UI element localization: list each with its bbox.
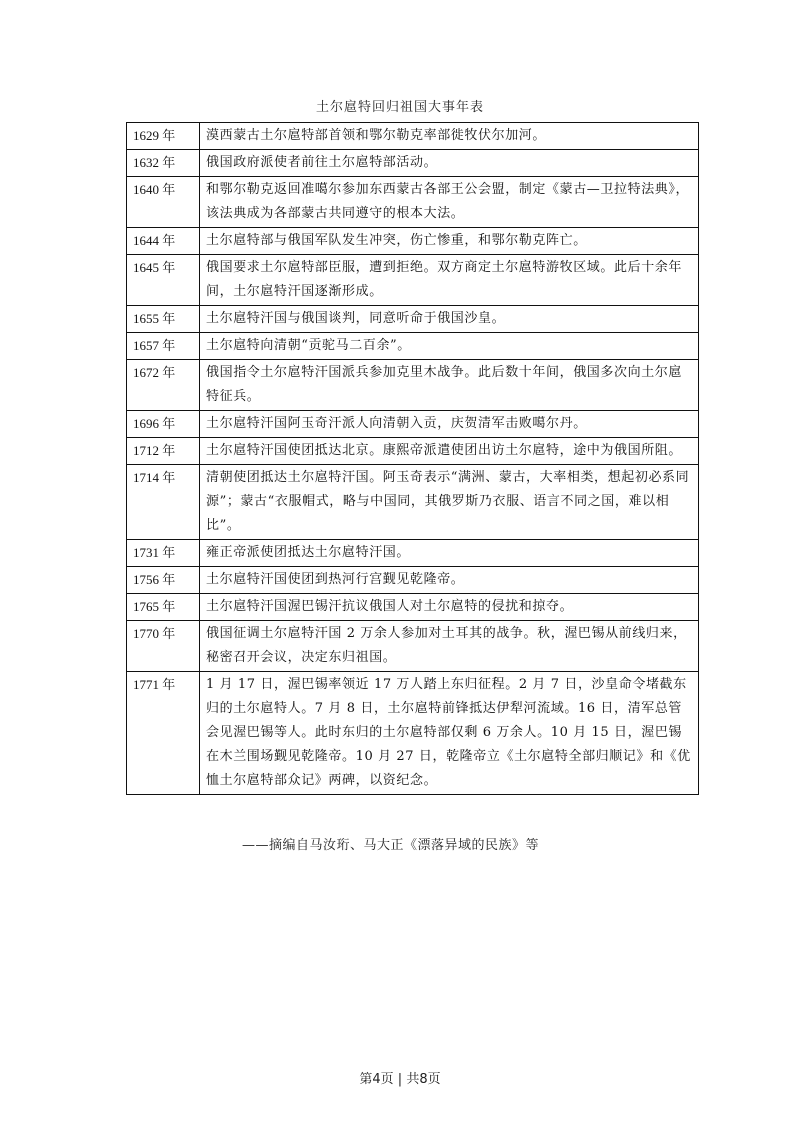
table-row (127, 411, 699, 438)
event-year: 1657 年 (127, 333, 200, 360)
event-year: 1645 年 (127, 255, 200, 306)
event-description: 土尔扈特部与俄国军队发生冲突，伤亡惨重，和鄂尔勒克阵亡。 (200, 228, 699, 255)
table-row (127, 177, 699, 228)
event-description: 俄国要求土尔扈特部臣服，遭到拒绝。双方商定土尔扈特游牧区域。此后十余年间，土尔扈特汗国逐渐形成。 (200, 255, 699, 306)
event-description: 土尔扈特汗国阿玉奇汗派人向清朝入贡，庆贺清军击败噶尔丹。 (200, 411, 699, 438)
event-year: 1672 年 (127, 360, 200, 411)
table-row (127, 360, 699, 411)
chronology-table (126, 122, 699, 795)
event-description: 清朝使团抵达土尔扈特汗国。阿玉奇表示“满洲、蒙古，大率相类，想起初必系同源”；蒙古“衣服帽式，略与中国同，其俄罗斯乃衣服、语言不同之国，难以相比”。 (200, 465, 699, 540)
table-row (127, 255, 699, 306)
event-description: 1 月 17 日，渥巴锡率领近 17 万人踏上东归征程。2 月 7 日，沙皇命令堵截东归的土尔扈特人。7 月 8 日，土尔扈特前锋抵达伊犁河流域。16 日，清军总管会见渥巴锡等人。此时东归的土尔扈特部仅剩 6 万余人。10 月 15 日，渥巴锡在木兰围场觐见乾隆帝。10 月 27 日，乾隆帝立《土尔扈特全部归顺记》和《优恤土尔扈特部众记》两碑，以资纪念。 (200, 672, 699, 795)
event-year: 1632 年 (127, 150, 200, 177)
event-description: 漠西蒙古土尔扈特部首领和鄂尔勒克率部徙牧伏尔加河。 (200, 123, 699, 150)
event-description: 土尔扈特汗国渥巴锡汗抗议俄国人对土尔扈特的侵扰和掠夺。 (200, 594, 699, 621)
table-row (127, 465, 699, 540)
table-row (127, 438, 699, 465)
event-year: 1644 年 (127, 228, 200, 255)
event-description: 俄国政府派使者前往土尔扈特部活动。 (200, 150, 699, 177)
event-year: 1629 年 (127, 123, 200, 150)
event-year: 1640 年 (127, 177, 200, 228)
event-year: 1771 年 (127, 672, 200, 795)
event-description: 土尔扈特汗国与俄国谈判，同意听命于俄国沙皇。 (200, 306, 699, 333)
table-row (127, 567, 699, 594)
table-row (127, 228, 699, 255)
event-description: 俄国指令土尔扈特汗国派兵参加克里木战争。此后数十年间，俄国多次向土尔扈特征兵。 (200, 360, 699, 411)
event-year: 1714 年 (127, 465, 200, 540)
event-year: 1770 年 (127, 621, 200, 672)
event-year: 1696 年 (127, 411, 200, 438)
event-description: 和鄂尔勒克返回准噶尔参加东西蒙古各部王公会盟，制定《蒙古—卫拉特法典》，该法典成为各部蒙古共同遵守的根本大法。 (200, 177, 699, 228)
table-row (127, 306, 699, 333)
event-description: 雍正帝派使团抵达土尔扈特汗国。 (200, 540, 699, 567)
table-title: 土尔扈特回归祖国大事年表 (315, 100, 484, 115)
table-row (127, 621, 699, 672)
table-row (127, 123, 699, 150)
table-row (127, 540, 699, 567)
event-description: 土尔扈特向清朝“贡驼马二百余”。 (200, 333, 699, 360)
table-row (127, 594, 699, 621)
event-year: 1765 年 (127, 594, 200, 621)
event-year: 1655 年 (127, 306, 200, 333)
event-year: 1712 年 (127, 438, 200, 465)
table-row (127, 150, 699, 177)
source-citation: ——摘编自马汝珩、马大正《漂落异域的民族》等 (242, 838, 540, 853)
table-row (127, 333, 699, 360)
event-year: 1731 年 (127, 540, 200, 567)
event-description: 土尔扈特汗国使团抵达北京。康熙帝派遣使团出访土尔扈特，途中为俄国所阻。 (200, 438, 699, 465)
event-description: 俄国征调土尔扈特汗国 2 万余人参加对土耳其的战争。秋，渥巴锡从前线归来，秘密召开会议，决定东归祖国。 (200, 621, 699, 672)
event-year: 1756 年 (127, 567, 200, 594)
event-description: 土尔扈特汗国使团到热河行宫觐见乾隆帝。 (200, 567, 699, 594)
table-row (127, 672, 699, 795)
page-number: 第4页 | 共8页 (359, 1072, 441, 1087)
